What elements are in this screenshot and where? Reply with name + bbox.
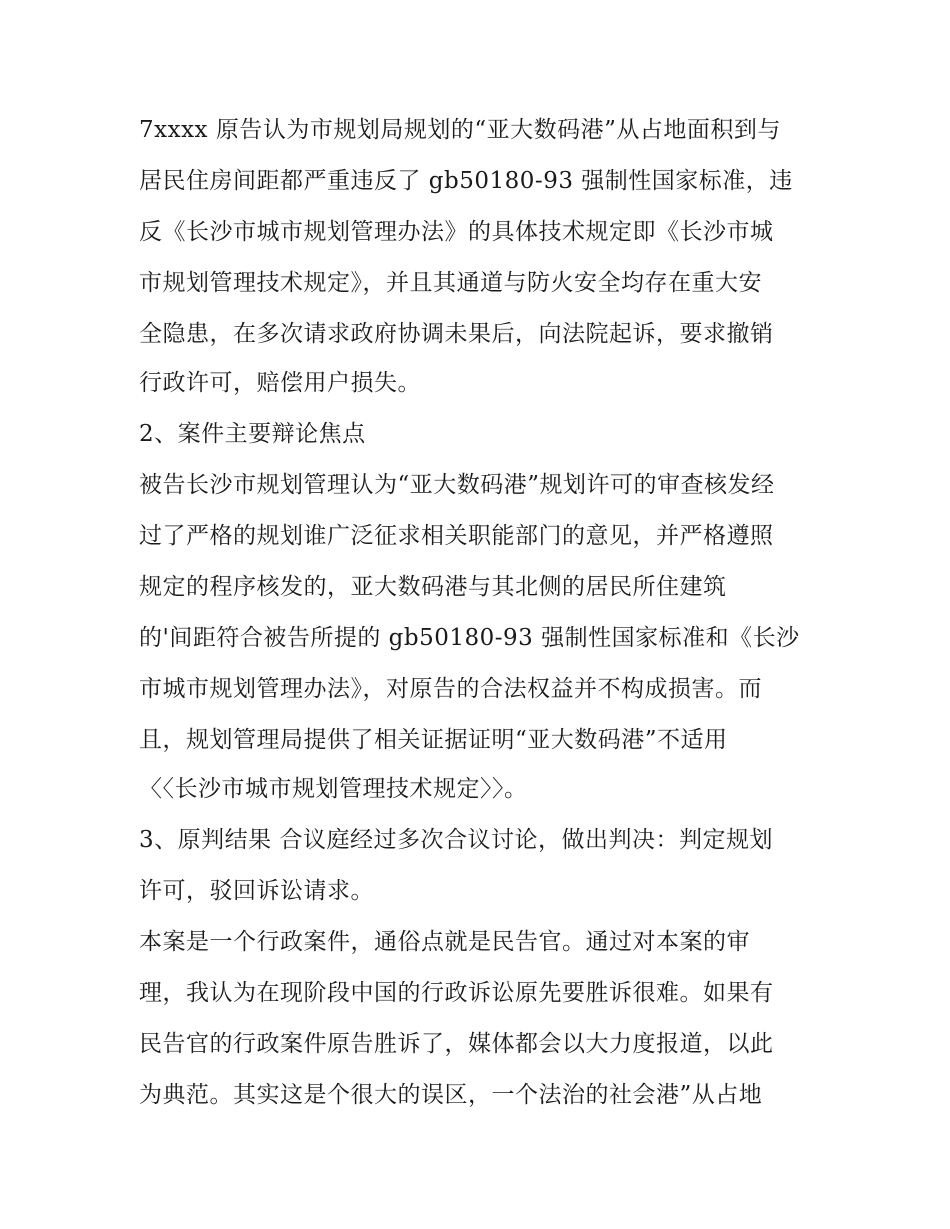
text-line: 民告官的行政案件原告胜诉了，媒体都会以大力度报道，以此 xyxy=(139,1031,774,1057)
text-line: 为典范。其实这是个很大的误区，一个法治的社会港”从占地 xyxy=(139,1082,763,1108)
section-heading: 2、案件主要辩论焦点 xyxy=(139,421,366,447)
text-line: 许可，驳回诉讼请求。 xyxy=(139,878,374,904)
text-line: 市城市规划管理办法》，对原告的合法权益并不构成损害。而 xyxy=(139,676,762,702)
text-line: 全隐患，在多次请求政府协调未果后，向法院起诉，要求撤销 xyxy=(139,321,774,347)
text-line: 规定的程序核发的，亚大数码港与其北侧的居民所住建筑 xyxy=(139,574,727,600)
text-line: 反《长沙市城市规划管理办法》的具体技术规定即《长沙市城 xyxy=(139,219,774,245)
text-line: 居民住房间距都严重违反了 gb50180-93 强制性国家标准，违 xyxy=(139,168,793,194)
section-heading: 3、原判结果 合议庭经过多次合议讨论，做出判决：判定规划 xyxy=(139,827,773,853)
text-line: 被告长沙市规划管理认为“亚大数码港”规划许可的审查核发经 xyxy=(139,472,775,498)
text-line: 且，规划管理局提供了相关证据证明“亚大数码港”不适用 xyxy=(139,727,728,753)
text-line: 过了严格的规划谁广泛征求相关职能部门的意见，并严格遵照 xyxy=(139,523,774,549)
text-line: 行政许可，赔偿用户损失。 xyxy=(139,370,421,396)
text-line: 7xxxx 原告认为市规划局规划的“亚大数码港”从占地面积到与 xyxy=(139,117,781,143)
text-line: 的'间距符合被告所提的 gb50180-93 强制性国家标准和《长沙 xyxy=(139,625,800,651)
text-line: 理，我认为在现阶段中国的行政诉讼原先要胜诉很难。如果有 xyxy=(139,980,774,1006)
text-line: 市规划管理技术规定》，并且其通道与防火安全均存在重大安 xyxy=(139,270,762,296)
text-line: 本案是一个行政案件，通俗点就是民告官。通过对本案的审 xyxy=(139,929,750,955)
text-line: 〈〈长沙市城市规划管理技术规定〉〉。 xyxy=(139,776,528,802)
